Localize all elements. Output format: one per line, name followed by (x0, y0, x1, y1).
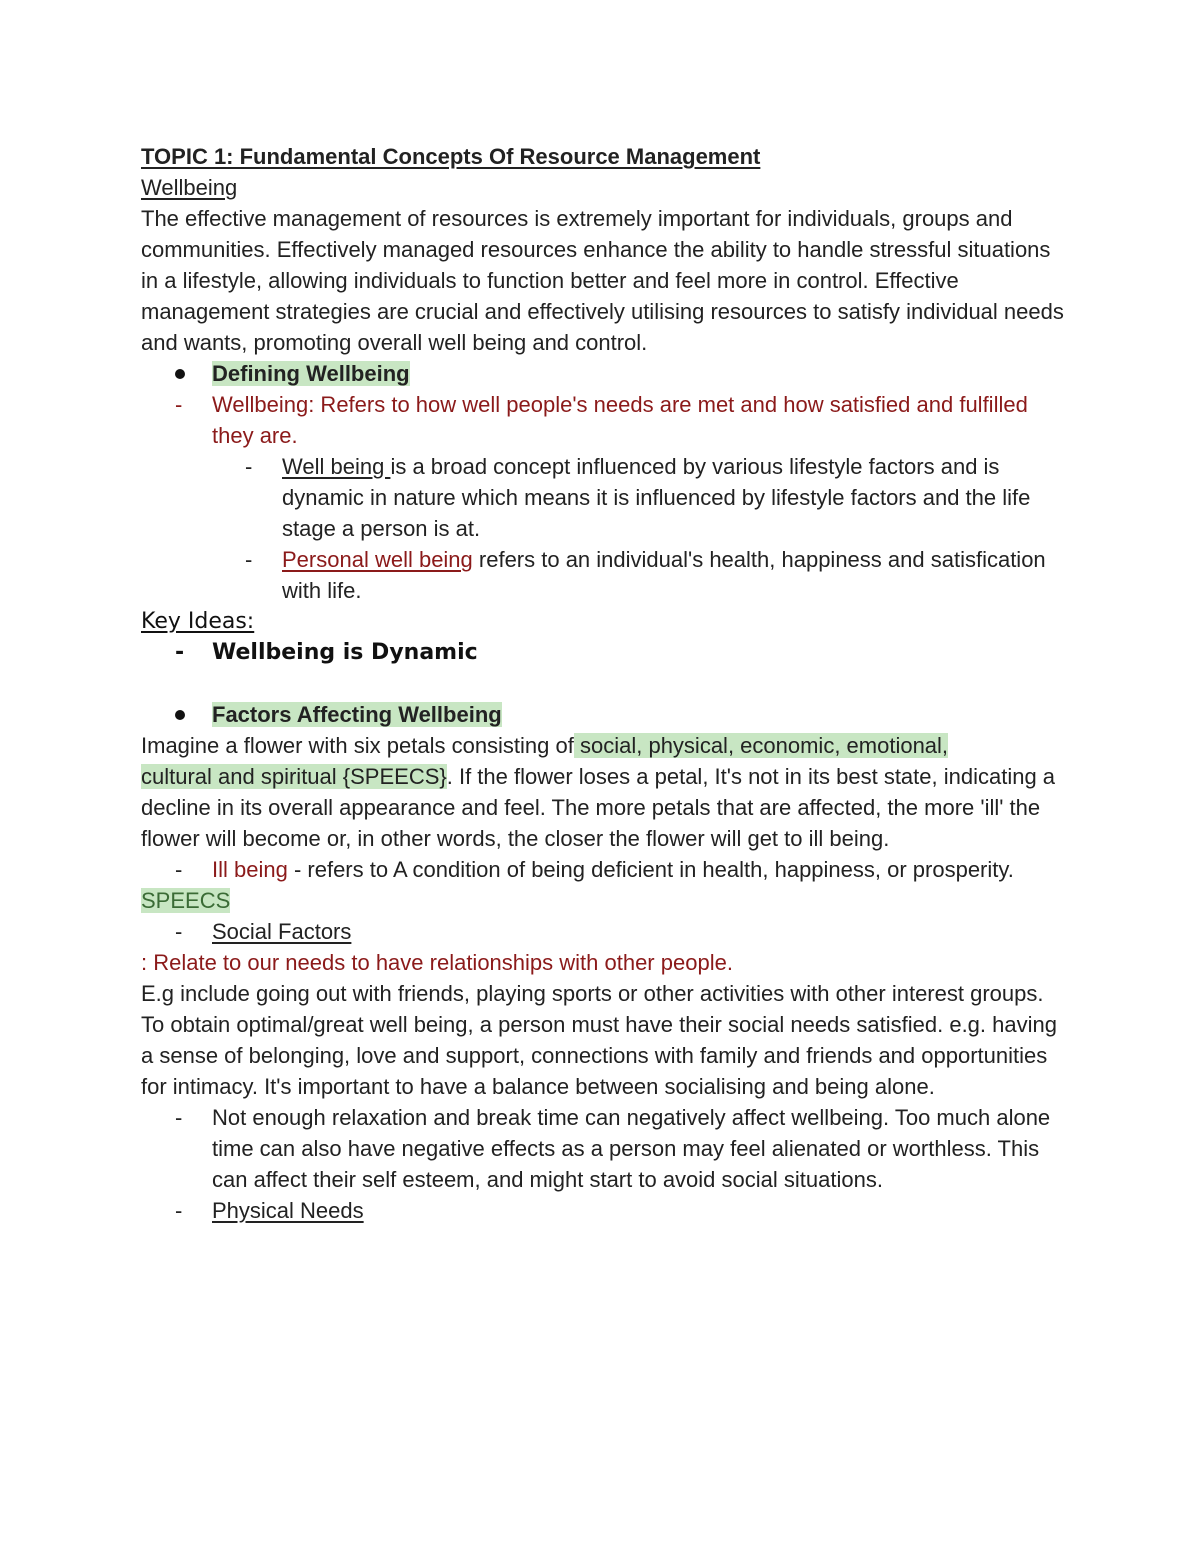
dash-marker: - (245, 547, 253, 572)
social-factors-item (141, 916, 1071, 947)
bullet-icon (175, 710, 185, 720)
flower-paragraph (141, 730, 1071, 854)
defining-heading: Defining Wellbeing (212, 361, 410, 386)
dash-marker: - (175, 392, 183, 417)
personal-well-being-term: Personal well being (282, 547, 473, 572)
dash-marker: - (175, 1105, 183, 1130)
bullet-defining-wellbeing (141, 358, 1071, 389)
intro-paragraph: The effective management of resources is extremely important for individuals, groups and communities. Effectively managed resources enhance the ability to handle stressful situations in a lifestyle, allowing individuals to function better and feel more in control. Effective management strategies are crucial and effectively utilising resources to satisfy individual needs and wants, promoting overall well being and control. (141, 206, 1064, 355)
sub-item-personal-well-being (141, 544, 1071, 606)
key-idea-item (141, 637, 1071, 668)
key-ideas-heading (141, 606, 1071, 637)
well-being-term: Well being (282, 454, 391, 479)
flower-highlight-2: cultural and spiritual {SPEECS} (141, 764, 447, 789)
dash-marker: - (175, 857, 183, 882)
physical-needs-heading: Physical Needs (212, 1198, 364, 1223)
social-factors-heading: Social Factors (212, 919, 352, 944)
section-heading (141, 172, 1071, 203)
social-definition: : Relate to our needs to have relationships with other people. (141, 950, 733, 975)
speecs-label: SPEECS (141, 888, 231, 913)
document-page (141, 141, 1071, 1226)
dash-marker: - (245, 454, 253, 479)
social-example: E.g include going out with friends, playing sports or other activities with other interest groups. (141, 981, 1044, 1006)
optimal-paragraph: To obtain optimal/great well being, a person must have their social needs satisfied. e.g. having a sense of belonging, love and support, connections with family and friends and opportunities for intimacy. It's important to have a balance between socialising and being alone. (141, 1012, 1057, 1099)
key-idea-text: Wellbeing is Dynamic (212, 640, 478, 665)
ill-being-text: - refers to A condition of being deficient in health, happiness, or prosperity. (287, 857, 1014, 882)
dash-marker: - (175, 1198, 183, 1223)
ill-being-term: Ill being (212, 857, 288, 882)
flower-text-end: . If the flower loses a petal, It's not in its best state, indicating a decline in its overall appearance and feel. The more petals that are affected, the more 'ill' the flower will become or, in other words, the closer the flower will get to ill being. (141, 764, 1056, 851)
dash-marker: - (175, 640, 185, 665)
relaxation-item (141, 1102, 1071, 1195)
relaxation-text: Not enough relaxation and break time can negatively affect wellbeing. Too much alone time can also have negative effects as a person may feel alienated or worthless. This can affect their self esteem, and might start to avoid social situations. (212, 1105, 1051, 1192)
sub-item-well-being (141, 451, 1071, 544)
well-being-text: is a broad concept influenced by various lifestyle factors and is dynamic in nature which means it is influenced by lifestyle factors and the life stage a person is at. (282, 454, 1031, 541)
definition-item (141, 389, 1071, 451)
topic-title: TOPIC 1: Fundamental Concepts Of Resource Management (141, 144, 761, 169)
bullet-factors (141, 699, 1071, 730)
spacer (141, 668, 1071, 699)
physical-needs-item (141, 1195, 1071, 1226)
ill-being-item (141, 854, 1071, 885)
page-title (141, 141, 1071, 172)
personal-well-being-text: refers to an individual's health, happiness and satisfication with life. (282, 547, 1046, 603)
wellbeing-heading: Wellbeing (141, 175, 238, 200)
factors-heading: Factors Affecting Wellbeing (212, 702, 502, 727)
flower-text-start: Imagine a flower with six petals consisting of (141, 733, 574, 758)
dash-marker: - (175, 919, 183, 944)
speecs-label-line (141, 885, 1071, 916)
key-ideas-label: Key Ideas: (141, 609, 255, 634)
bullet-icon (175, 369, 185, 379)
definition-text: Wellbeing: Refers to how well people's needs are met and how satisfied and fulfilled they are. (212, 392, 1028, 448)
flower-highlight-1: social, physical, economic, emotional, (573, 733, 949, 758)
